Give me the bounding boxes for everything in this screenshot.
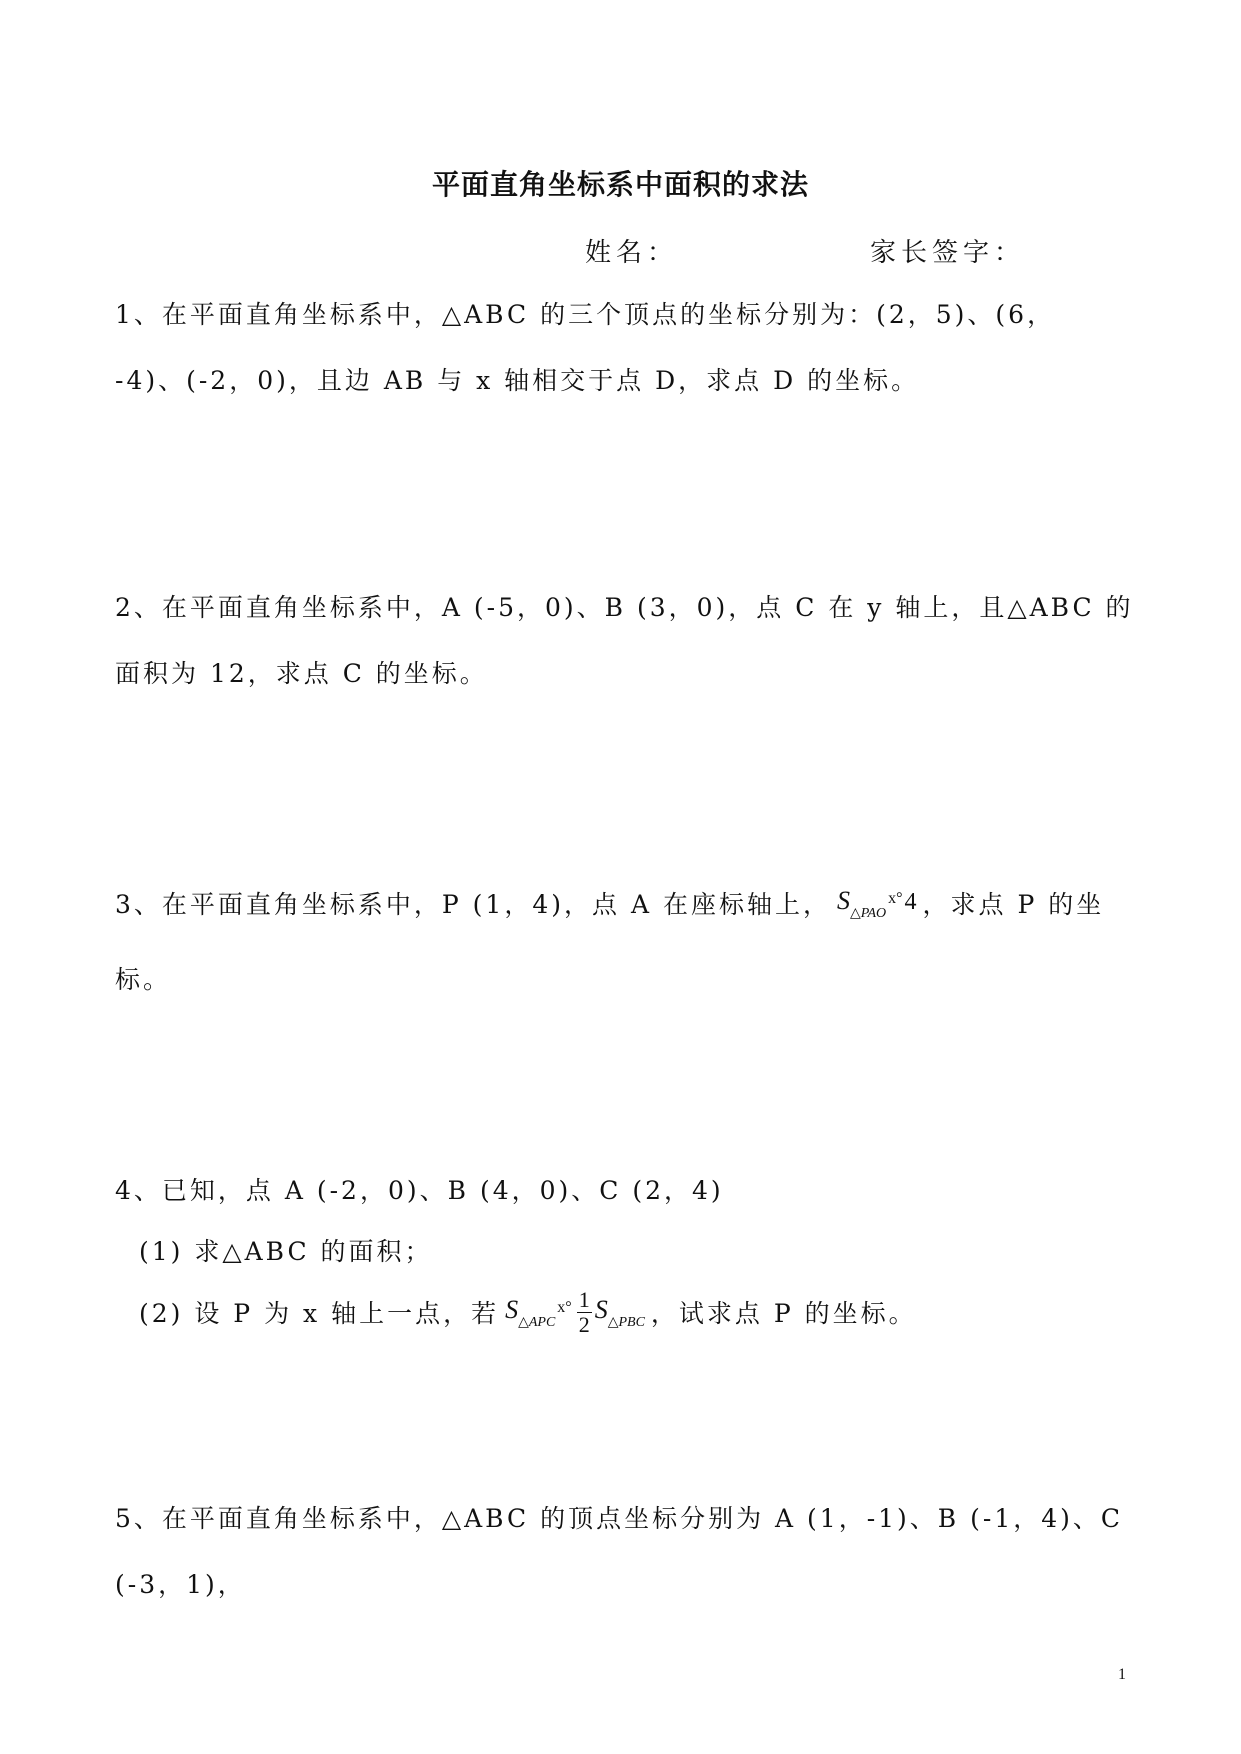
parent-signature-label: 家长签字： (870, 238, 1026, 268)
formula-subscript: △PAO (849, 906, 887, 921)
fraction-numerator: 1 (578, 1286, 590, 1312)
question-2-line-1: 2、在平面直角坐标系中，A (-5，0)、B (3，0)，点 C 在 y 轴上，且△ABC 的 (115, 593, 1134, 622)
formula-equals-glyph: x° (557, 1299, 572, 1316)
question-3-text-before: 3、在平面直角坐标系中，P (1，4)，点 A 在座标轴上， (115, 890, 831, 919)
formula-value: 4 (904, 889, 917, 915)
question-1-line-1: 1、在平面直角坐标系中，△ABC 的三个顶点的坐标分别为：(2，5)、(6， (115, 300, 1056, 329)
fraction-one-half (577, 1288, 592, 1337)
question-2-line-2: 面积为 12，求点 C 的坐标。 (115, 659, 488, 688)
question-3-line-1 (115, 866, 1125, 947)
question-5-line-1: 5、在平面直角坐标系中，△ABC 的顶点坐标分别为 A (1，-1)、B (-1，4)、C (115, 1504, 1124, 1533)
question-3-line-2: 标。 (115, 965, 172, 994)
formula-equals-glyph: x° (888, 890, 903, 907)
question-3 (115, 866, 1125, 1013)
formula-s1-symbol: S (505, 1295, 519, 1324)
area-formula-apc-pbc (505, 1280, 645, 1351)
formula-subscript-2: △PBC (607, 1315, 645, 1330)
fraction-denominator: 2 (578, 1311, 590, 1337)
question-4-sub-2-after: ，试求点 P 的坐标。 (650, 1299, 917, 1328)
question-1-line-2: -4)、(-2，0)，且边 AB 与 x 轴相交于点 D，求点 D 的坐标。 (115, 366, 920, 395)
question-1 (115, 282, 1125, 414)
page-number: 1 (1118, 1666, 1126, 1683)
question-4-sub-2 (115, 1280, 1125, 1351)
question-4-sub-2-before: (2) 设 P 为 x 轴上一点，若 (139, 1299, 500, 1328)
question-3-text-after: ，求点 P 的坐 (922, 890, 1105, 919)
question-4-line-1: 4、已知，点 A (-2，0)、B (4，0)、C (2，4) (115, 1176, 724, 1205)
formula-s-symbol: S (836, 886, 850, 915)
area-formula-pao (837, 866, 917, 947)
question-5-line-2: (-3，1)， (115, 1570, 246, 1599)
question-4 (115, 1158, 1125, 1351)
formula-s2-symbol: S (594, 1295, 608, 1324)
question-4-sub-1: (1) 求△ABC 的面积； (139, 1237, 433, 1266)
question-5 (115, 1486, 1125, 1618)
question-2 (115, 575, 1134, 707)
formula-subscript-1: △APC (518, 1315, 556, 1330)
name-label: 姓名： (585, 238, 679, 268)
document-title: 平面直角坐标系中面积的求法 (431, 168, 809, 201)
